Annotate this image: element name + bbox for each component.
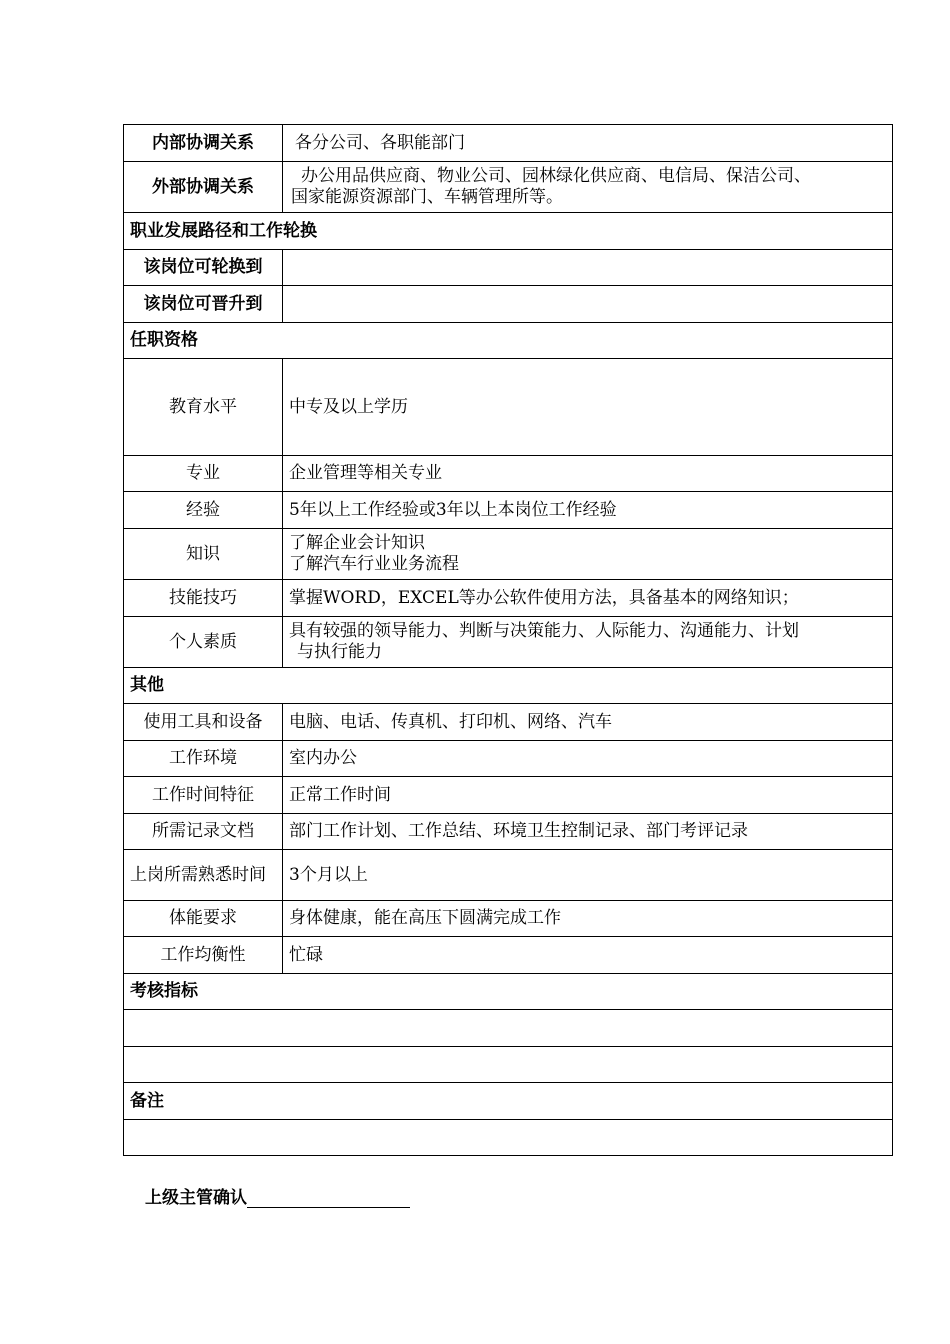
internal-coordination-label: 内部协调关系 bbox=[124, 125, 283, 162]
section-header-row bbox=[124, 323, 893, 359]
table-row bbox=[124, 125, 893, 162]
external-coordination-line: 国家能源资源部门、车辆管理所等。 bbox=[291, 187, 563, 207]
signoff-label: 上级主管确认 bbox=[145, 1188, 247, 1208]
empty-row bbox=[124, 1047, 893, 1083]
major-value: 企业管理等相关专业 bbox=[283, 456, 893, 492]
table-row bbox=[124, 937, 893, 974]
table-row bbox=[124, 580, 893, 617]
section-header-row bbox=[124, 213, 893, 250]
promote-label: 该岗位可晋升到 bbox=[124, 286, 283, 323]
quality-value bbox=[283, 617, 893, 668]
time-label: 工作时间特征 bbox=[124, 777, 283, 814]
education-value: 中专及以上学历 bbox=[283, 359, 893, 456]
career-section-title: 职业发展路径和工作轮换 bbox=[124, 213, 893, 250]
knowledge-line: 了解汽车行业业务流程 bbox=[289, 554, 459, 574]
table-row bbox=[124, 850, 893, 901]
records-label: 所需记录文档 bbox=[124, 814, 283, 850]
table-row bbox=[124, 777, 893, 814]
tools-label: 使用工具和设备 bbox=[124, 704, 283, 741]
notes-blank-cell bbox=[124, 1120, 893, 1156]
knowledge-value bbox=[283, 529, 893, 580]
notes-section-title: 备注 bbox=[124, 1083, 893, 1120]
major-label: 专业 bbox=[124, 456, 283, 492]
rotate-label: 该岗位可轮换到 bbox=[124, 250, 283, 286]
environment-label: 工作环境 bbox=[124, 741, 283, 777]
supervisor-signoff bbox=[145, 1183, 410, 1208]
table-row bbox=[124, 250, 893, 286]
internal-coordination-value: 各分公司、各职能部门 bbox=[283, 125, 893, 162]
external-coordination-label: 外部协调关系 bbox=[124, 162, 283, 213]
external-coordination-line: 办公用品供应商、物业公司、园林绿化供应商、电信局、保洁公司、 bbox=[301, 166, 811, 186]
balance-value: 忙碌 bbox=[283, 937, 893, 974]
table-row bbox=[124, 814, 893, 850]
environment-value: 室内办公 bbox=[283, 741, 893, 777]
balance-label: 工作均衡性 bbox=[124, 937, 283, 974]
time-value: 正常工作时间 bbox=[283, 777, 893, 814]
section-header-row bbox=[124, 974, 893, 1010]
section-header-row bbox=[124, 1083, 893, 1120]
qualifications-section-title: 任职资格 bbox=[124, 323, 893, 359]
table-row bbox=[124, 617, 893, 668]
table-row bbox=[124, 529, 893, 580]
physical-label: 体能要求 bbox=[124, 901, 283, 937]
signature-line[interactable] bbox=[247, 1189, 410, 1208]
records-value: 部门工作计划、工作总结、环境卫生控制记录、部门考评记录 bbox=[283, 814, 893, 850]
promote-value bbox=[283, 286, 893, 323]
knowledge-line: 了解企业会计知识 bbox=[289, 533, 425, 553]
rotate-value bbox=[283, 250, 893, 286]
other-section-title: 其他 bbox=[124, 668, 893, 704]
quality-line: 与执行能力 bbox=[297, 642, 382, 662]
table-row bbox=[124, 359, 893, 456]
assessment-blank-cell bbox=[124, 1047, 893, 1083]
experience-label: 经验 bbox=[124, 492, 283, 529]
job-description-table bbox=[123, 124, 893, 1156]
familiar-label: 上岗所需熟悉时间 bbox=[124, 850, 283, 901]
external-coordination-value bbox=[283, 162, 893, 213]
education-label: 教育水平 bbox=[124, 359, 283, 456]
empty-row bbox=[124, 1010, 893, 1047]
empty-row bbox=[124, 1120, 893, 1156]
quality-label: 个人素质 bbox=[124, 617, 283, 668]
skills-label: 技能技巧 bbox=[124, 580, 283, 617]
table-row bbox=[124, 901, 893, 937]
experience-value: 5年以上工作经验或3年以上本岗位工作经验 bbox=[283, 492, 893, 529]
table-row bbox=[124, 456, 893, 492]
table-row bbox=[124, 492, 893, 529]
knowledge-label: 知识 bbox=[124, 529, 283, 580]
table-row bbox=[124, 741, 893, 777]
section-header-row bbox=[124, 668, 893, 704]
quality-line: 具有较强的领导能力、判断与决策能力、人际能力、沟通能力、计划 bbox=[289, 621, 799, 641]
assessment-section-title: 考核指标 bbox=[124, 974, 893, 1010]
familiar-value: 3个月以上 bbox=[283, 850, 893, 901]
table-row bbox=[124, 286, 893, 323]
skills-value: 掌握WORD，EXCEL等办公软件使用方法，具备基本的网络知识； bbox=[283, 580, 893, 617]
table-row bbox=[124, 704, 893, 741]
table-row bbox=[124, 162, 893, 213]
tools-value: 电脑、电话、传真机、打印机、网络、汽车 bbox=[283, 704, 893, 741]
physical-value: 身体健康，能在高压下圆满完成工作 bbox=[283, 901, 893, 937]
assessment-blank-cell bbox=[124, 1010, 893, 1047]
